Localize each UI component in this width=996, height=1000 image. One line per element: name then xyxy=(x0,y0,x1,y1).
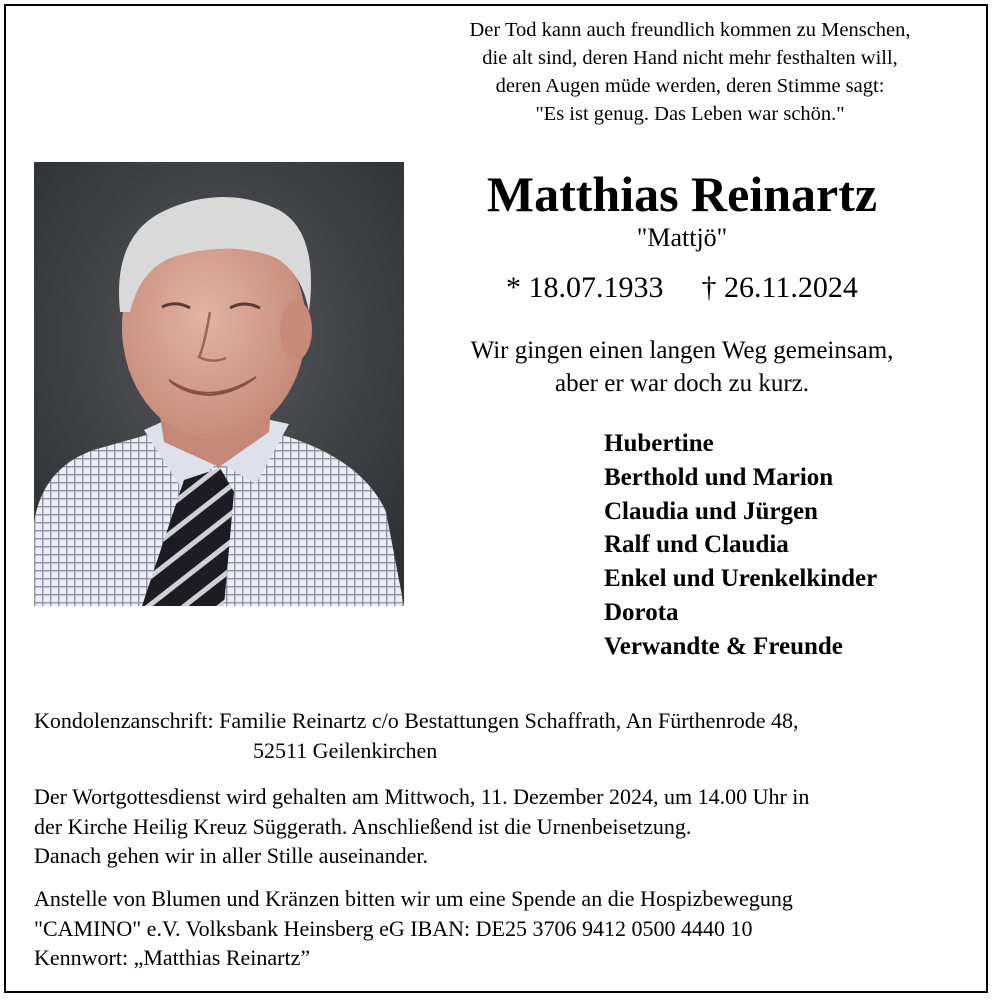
donation-line: Kennwort: „Matthias Reinartz” xyxy=(34,945,311,970)
service-line: der Kirche Heilig Kreuz Süggerath. Anschließend ist die Urnenbeisetzung. xyxy=(34,813,692,839)
service-notice xyxy=(34,782,974,871)
donation-line: "CAMINO" e.V. Volksbank Heinsberg eG IBAN: DE25 3706 9412 0500 4440 10 xyxy=(34,915,753,941)
mourner-name: Ralf und Claudia xyxy=(604,531,789,559)
service-line: Der Wortgottesdienst wird gehalten am Mittwoch, 11. Dezember 2024, um 14.00 Uhr in xyxy=(34,784,810,809)
mourner-name: Claudia und Jürgen xyxy=(604,497,818,525)
portrait-photo xyxy=(34,162,404,606)
poem-line: "Es ist genug. Das Leben war schön." xyxy=(535,103,845,125)
condolence-line: Kondolenzanschrift: Familie Reinartz c/o Bestattungen Schaffrath, An Fürthenrode 48, xyxy=(34,708,799,733)
deceased-nickname: "Mattjö" xyxy=(636,223,728,252)
poem-line: deren Augen müde werden, deren Stimme sagt: xyxy=(495,75,885,97)
birth-date: * 18.07.1933 xyxy=(506,271,664,304)
donation-notice xyxy=(34,884,974,973)
donation-line: Anstelle von Blumen und Kränzen bitten wir um eine Spende an die Hospizbewegung xyxy=(34,886,793,911)
death-date: † 26.11.2024 xyxy=(701,271,858,304)
poem xyxy=(416,16,964,128)
mourner-name: Dorota xyxy=(604,598,679,626)
quote-line: Wir gingen einen langen Weg gemeinsam, xyxy=(470,337,894,364)
quote-line: aber er war doch zu kurz. xyxy=(554,370,810,397)
life-dates xyxy=(416,270,948,306)
poem-line: Der Tod kann auch freundlich kommen zu Menschen, xyxy=(469,19,911,41)
condolence-address xyxy=(34,706,974,765)
mourners-list xyxy=(604,427,964,664)
mourner-name: Berthold und Marion xyxy=(604,463,834,491)
portrait-illustration xyxy=(34,162,404,606)
condolence-line: 52511 Geilenkirchen xyxy=(253,737,438,763)
service-line: Danach gehen wir in aller Stille auseinander. xyxy=(34,843,429,868)
deceased-name: Matthias Reinartz xyxy=(486,166,878,222)
mourner-name: Enkel und Urenkelkinder xyxy=(604,565,878,593)
mourner-name: Hubertine xyxy=(604,430,714,457)
quote xyxy=(416,334,948,400)
poem-line: die alt sind, deren Hand nicht mehr festhalten will, xyxy=(482,47,898,69)
mourner-name: Verwandte & Freunde xyxy=(604,632,843,660)
